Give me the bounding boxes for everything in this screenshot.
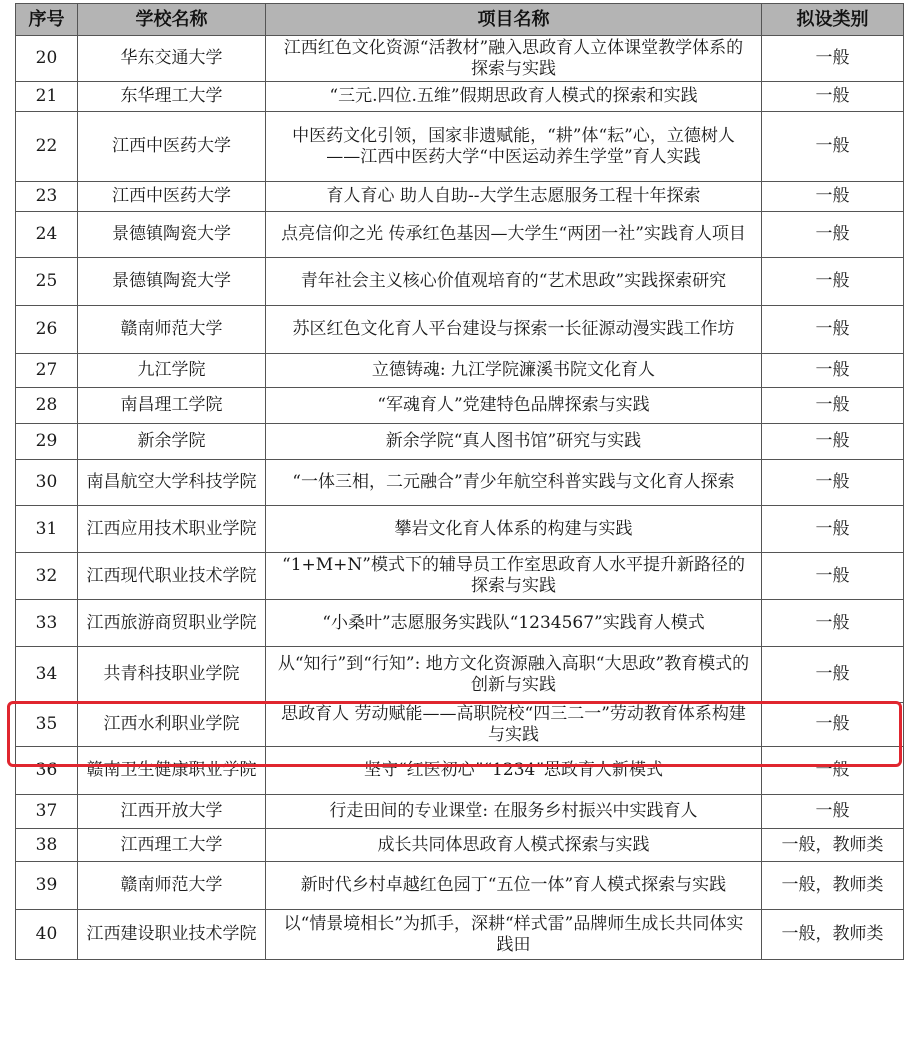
- cell-project: 江西红色文化资源“活教材”融入思政育人立体课堂教学体系的探索与实践: [266, 36, 762, 82]
- table-row: [16, 647, 904, 703]
- table-row: [16, 862, 904, 910]
- cell-no: 22: [16, 112, 78, 182]
- cell-no: 39: [16, 862, 78, 910]
- cell-category: 一般，教师类: [762, 910, 904, 960]
- cell-category: 一般，教师类: [762, 862, 904, 910]
- cell-no: 33: [16, 600, 78, 647]
- table-row: [16, 306, 904, 354]
- cell-school: 新余学院: [78, 424, 266, 460]
- cell-category: 一般: [762, 36, 904, 82]
- cell-school: 江西中医药大学: [78, 112, 266, 182]
- cell-school: 江西理工大学: [78, 829, 266, 862]
- table-row: [16, 354, 904, 388]
- cell-category: 一般: [762, 647, 904, 703]
- table-row: [16, 506, 904, 553]
- cell-school: 赣南师范大学: [78, 306, 266, 354]
- cell-category: 一般: [762, 703, 904, 747]
- cell-project: 青年社会主义核心价值观培育的“艺术思政”实践探索研究: [266, 258, 762, 306]
- cell-category: 一般: [762, 182, 904, 212]
- cell-school: 江西建设职业技术学院: [78, 910, 266, 960]
- table-row: [16, 388, 904, 424]
- cell-no: 27: [16, 354, 78, 388]
- cell-no: 20: [16, 36, 78, 82]
- cell-no: 28: [16, 388, 78, 424]
- cell-category: 一般: [762, 460, 904, 506]
- cell-no: 31: [16, 506, 78, 553]
- table-row: [16, 212, 904, 258]
- table-row: [16, 600, 904, 647]
- table-row: [16, 112, 904, 182]
- cell-no: 37: [16, 795, 78, 829]
- table-row: [16, 703, 904, 747]
- cell-category: 一般，教师类: [762, 829, 904, 862]
- cell-project: 行走田间的专业课堂: 在服务乡村振兴中实践育人: [266, 795, 762, 829]
- cell-no: 36: [16, 747, 78, 795]
- cell-category: 一般: [762, 112, 904, 182]
- cell-school: 江西应用技术职业学院: [78, 506, 266, 553]
- cell-no: 25: [16, 258, 78, 306]
- table-row: [16, 424, 904, 460]
- cell-project: 以“情景境相长”为抓手，深耕“样式雷”品牌师生成长共同体实践田: [266, 910, 762, 960]
- cell-project: 思政育人 劳动赋能——高职院校“四三二一”劳动教育体系构建与实践: [266, 703, 762, 747]
- cell-no: 34: [16, 647, 78, 703]
- cell-category: 一般: [762, 424, 904, 460]
- cell-school: 赣南卫生健康职业学院: [78, 747, 266, 795]
- cell-school: 江西旅游商贸职业学院: [78, 600, 266, 647]
- table-row: [16, 553, 904, 600]
- cell-project: “一体三相，二元融合”青少年航空科普实践与文化育人探索: [266, 460, 762, 506]
- table-row: [16, 82, 904, 112]
- cell-no: 26: [16, 306, 78, 354]
- table-row: [16, 182, 904, 212]
- table-row: [16, 910, 904, 960]
- cell-project: “1+M+N”模式下的辅导员工作室思政育人水平提升新路径的探索与实践: [266, 553, 762, 600]
- header-school: 学校名称: [78, 4, 266, 36]
- cell-category: 一般: [762, 354, 904, 388]
- table-row: [16, 258, 904, 306]
- cell-category: 一般: [762, 747, 904, 795]
- cell-project: 攀岩文化育人体系的构建与实践: [266, 506, 762, 553]
- cell-no: 30: [16, 460, 78, 506]
- cell-school: 江西开放大学: [78, 795, 266, 829]
- cell-category: 一般: [762, 306, 904, 354]
- cell-project: 新余学院“真人图书馆”研究与实践: [266, 424, 762, 460]
- header-no: 序号: [16, 4, 78, 36]
- cell-school: 九江学院: [78, 354, 266, 388]
- cell-category: 一般: [762, 388, 904, 424]
- cell-no: 38: [16, 829, 78, 862]
- cell-no: 40: [16, 910, 78, 960]
- project-table: [15, 3, 904, 960]
- cell-school: 江西现代职业技术学院: [78, 553, 266, 600]
- cell-school: 华东交通大学: [78, 36, 266, 82]
- cell-project: 坚守“红医初心”“1234”思政育人新模式: [266, 747, 762, 795]
- cell-school: 赣南师范大学: [78, 862, 266, 910]
- cell-project: 新时代乡村卓越红色园丁“五位一体”育人模式探索与实践: [266, 862, 762, 910]
- cell-school: 共青科技职业学院: [78, 647, 266, 703]
- cell-no: 21: [16, 82, 78, 112]
- cell-no: 23: [16, 182, 78, 212]
- cell-project: 苏区红色文化育人平台建设与探索一长征源动漫实践工作坊: [266, 306, 762, 354]
- cell-project: 育人育心 助人自助--大学生志愿服务工程十年探索: [266, 182, 762, 212]
- cell-school: 江西中医药大学: [78, 182, 266, 212]
- cell-project: 中医药文化引领，国家非遗赋能，“耕”体“耘”心，立德树人——江西中医药大学“中医运动养生学堂”育人实践: [266, 112, 762, 182]
- header-project: 项目名称: [266, 4, 762, 36]
- cell-no: 35: [16, 703, 78, 747]
- cell-school: 南昌理工学院: [78, 388, 266, 424]
- cell-category: 一般: [762, 212, 904, 258]
- cell-project: 立德铸魂: 九江学院濂溪书院文化育人: [266, 354, 762, 388]
- document-table-container: [15, 3, 903, 960]
- table-row: [16, 747, 904, 795]
- cell-project: 点亮信仰之光 传承红色基因—大学生“两团一社”实践育人项目: [266, 212, 762, 258]
- cell-category: 一般: [762, 600, 904, 647]
- cell-category: 一般: [762, 506, 904, 553]
- cell-category: 一般: [762, 795, 904, 829]
- cell-category: 一般: [762, 258, 904, 306]
- cell-project: “军魂育人”党建特色品牌探索与实践: [266, 388, 762, 424]
- cell-project: 成长共同体思政育人模式探索与实践: [266, 829, 762, 862]
- cell-school: 江西水利职业学院: [78, 703, 266, 747]
- cell-project: 从“知行”到“行知”: 地方文化资源融入高职“大思政”教育模式的创新与实践: [266, 647, 762, 703]
- table-header-row: [16, 4, 904, 36]
- cell-no: 29: [16, 424, 78, 460]
- cell-school: 景德镇陶瓷大学: [78, 212, 266, 258]
- table-row: [16, 829, 904, 862]
- cell-project: “三元.四位.五维”假期思政育人模式的探索和实践: [266, 82, 762, 112]
- cell-category: 一般: [762, 82, 904, 112]
- cell-no: 24: [16, 212, 78, 258]
- table-row: [16, 460, 904, 506]
- cell-no: 32: [16, 553, 78, 600]
- cell-school: 东华理工大学: [78, 82, 266, 112]
- cell-project: “小桑叶”志愿服务实践队“1234567”实践育人模式: [266, 600, 762, 647]
- table-row: [16, 36, 904, 82]
- header-category: 拟设类别: [762, 4, 904, 36]
- cell-category: 一般: [762, 553, 904, 600]
- table-body: [16, 36, 904, 960]
- table-row: [16, 795, 904, 829]
- cell-school: 南昌航空大学科技学院: [78, 460, 266, 506]
- cell-school: 景德镇陶瓷大学: [78, 258, 266, 306]
